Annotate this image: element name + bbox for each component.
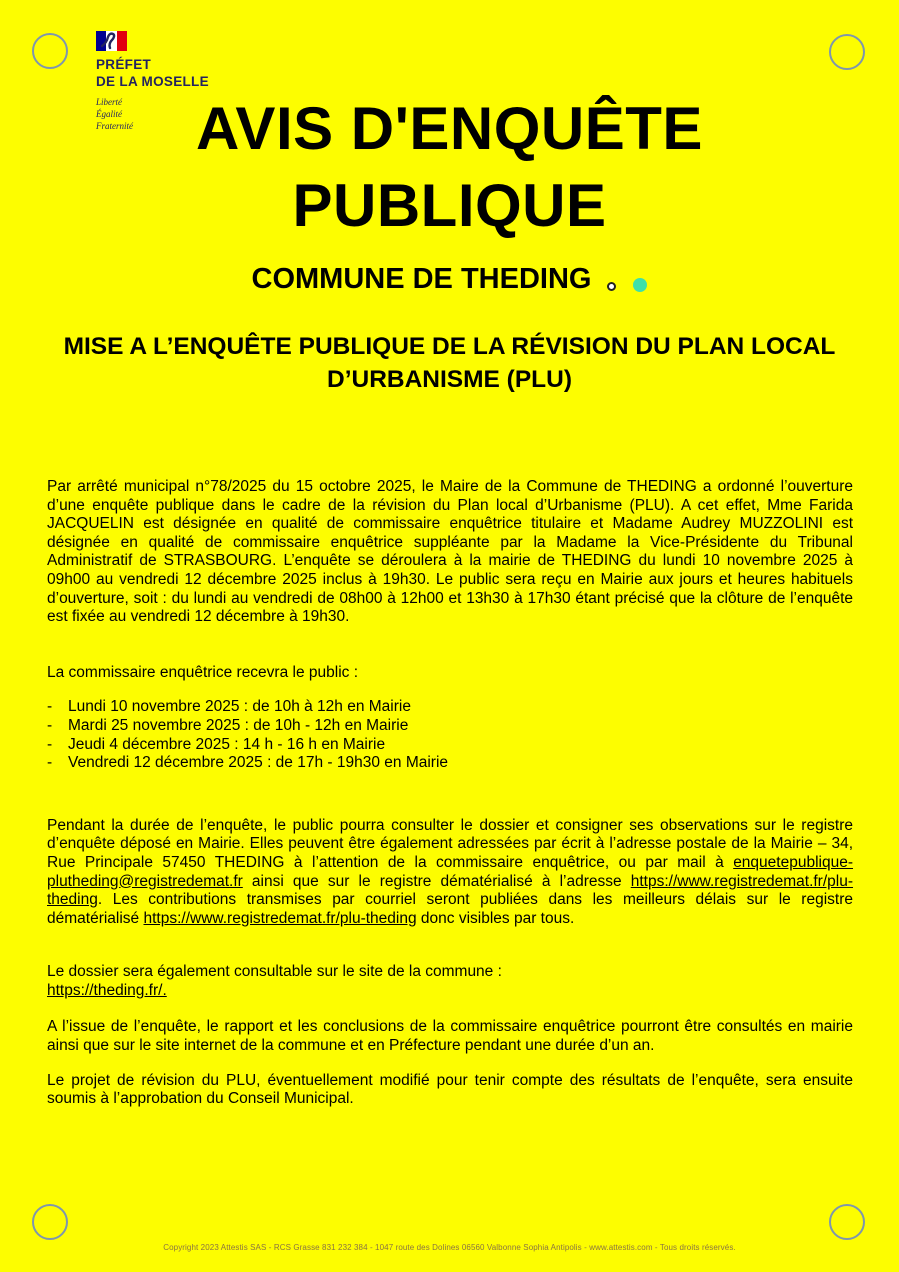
commune-heading	[0, 263, 899, 296]
registredemat-link-2[interactable]: https://www.registredemat.fr/plu-theding	[143, 909, 417, 927]
white-dot-marker	[607, 282, 616, 291]
paragraph-rapport: A l’issue de l’enquête, le rapport et les conclusions de la commissaire enquêtrice pourront être consultés en mairie ainsi que sur le site internet de la commune et en Préfecture pendant une durée d’un an.	[47, 1018, 853, 1055]
prefecture-name-line1: PRÉFET	[96, 57, 152, 72]
paragraph-approbation: Le projet de révision du PLU, éventuellement modifié pour tenir compte des résultats de l’enquête, sera ensuite soumis à l’approbation du Conseil Municipal.	[47, 1071, 853, 1108]
corner-circle-top-left	[32, 33, 68, 69]
list-item	[47, 736, 853, 755]
commune-website-link[interactable]: https://theding.fr/.	[47, 981, 167, 999]
list-dash: -	[47, 735, 53, 753]
notice-subtitle: MISE A L’ENQUÊTE PUBLIQUE DE LA RÉVISION DU PLAN LOCAL D’URBANISME (PLU)	[63, 333, 836, 393]
registre-text-3: . Les contributions transmises par courriel seront publiées dans les meilleurs délais sur le registre dématérialisé	[47, 891, 853, 927]
registre-text-1: Pendant la durée de l’enquête, le public pourra consulter le dossier et consigner ses observations sur le registre d’enquête déposé en Mairie. Elles peuvent être également adressées par écrit à l’adresse postale de la Mairie – 34, Rue Principale 57450 THEDING à l’attention de la commissaire enquêtrice, ou par mail à	[47, 816, 853, 871]
registre-text-2: ainsi que sur le registre dématérialisé à l’adresse	[242, 872, 631, 890]
paragraph-site-commune	[47, 963, 853, 1000]
motto-liberte: Liberté	[96, 97, 122, 107]
corner-circle-top-right	[829, 34, 865, 70]
schedule-item-1: Lundi 10 novembre 2025 : de 10h à 12h en Mairie	[68, 698, 411, 716]
french-flag-icon	[96, 31, 127, 51]
motto-egalite: Égalité	[96, 109, 122, 119]
motto-fraternite: Fraternité	[96, 121, 133, 131]
schedule-item-4: Vendredi 12 décembre 2025 : de 17h - 19h30 en Mairie	[68, 754, 449, 772]
email-link[interactable]: enquetepublique-plutheding@registredemat.fr	[47, 853, 853, 890]
list-item	[47, 717, 853, 736]
schedule-intro: La commissaire enquêtrice recevra le public :	[47, 663, 358, 681]
marianne-icon	[100, 32, 122, 50]
prefecture-name-line2: DE LA MOSELLE	[96, 74, 209, 89]
notice-title: AVIS D'ENQUÊTE PUBLIQUE	[196, 95, 703, 239]
print-footer-copyright: Copyright 2023 Attestis SAS - RCS Grasse 831 232 384 - 1047 route des Dolines 06560 Valbonne Sophia Antipolis - www.attestis.com - Tous droits réservés.	[163, 1243, 736, 1252]
list-dash: -	[47, 716, 53, 734]
registre-text-4: donc visibles par tous.	[416, 909, 575, 927]
notice-body	[47, 478, 853, 1109]
schedule-item-2: Mardi 25 novembre 2025 : de 10h - 12h en Mairie	[68, 716, 409, 734]
corner-circle-bottom-right	[829, 1204, 865, 1240]
corner-circle-bottom-left	[32, 1204, 68, 1240]
list-item	[47, 754, 853, 773]
site-commune-text: Le dossier sera également consultable sur le site de la commune :	[47, 963, 502, 981]
reception-schedule-list	[47, 698, 853, 772]
prefecture-name	[96, 56, 209, 90]
list-dash: -	[47, 698, 53, 716]
list-item	[47, 698, 853, 717]
paragraph-arrete: Par arrêté municipal n°78/2025 du 15 octobre 2025, le Maire de la Commune de THEDING a ordonné l’ouverture d’une enquête publique dans le cadre de la révision du Plan local d’Urbanisme (PLU). A cet effet, Mme Farida JACQUELIN est désignée en qualité de commissaire enquêtrice titulaire et Madame Audrey MUZZOLINI est désignée en qualité de commissaire enquêtrice suppléante par la Madame la Vice-Présidente du Tribunal Administratif de STRASBOURG. L’enquête se déroulera à la mairie de THEDING du lundi 10 novembre 2025 à 09h00 au vendredi 12 décembre 2025 inclus à 19h30. Le public sera reçu en Mairie aux jours et heures habituels d’ouverture, soit : du lundi au vendredi de 08h00 à 12h00 et 13h30 à 17h30 étant précisé que la clôture de l’enquête est fixée au vendredi 12 décembre à 19h30.	[47, 478, 853, 626]
green-dot-marker	[633, 278, 647, 292]
commune-name: COMMUNE DE THEDING	[251, 263, 592, 295]
registredemat-link-1[interactable]: https://www.registredemat.fr/plu-theding	[47, 872, 853, 909]
schedule-item-3: Jeudi 4 décembre 2025 : 14 h - 16 h en Mairie	[68, 735, 386, 753]
list-dash: -	[47, 754, 53, 772]
paragraph-registre	[47, 817, 853, 929]
